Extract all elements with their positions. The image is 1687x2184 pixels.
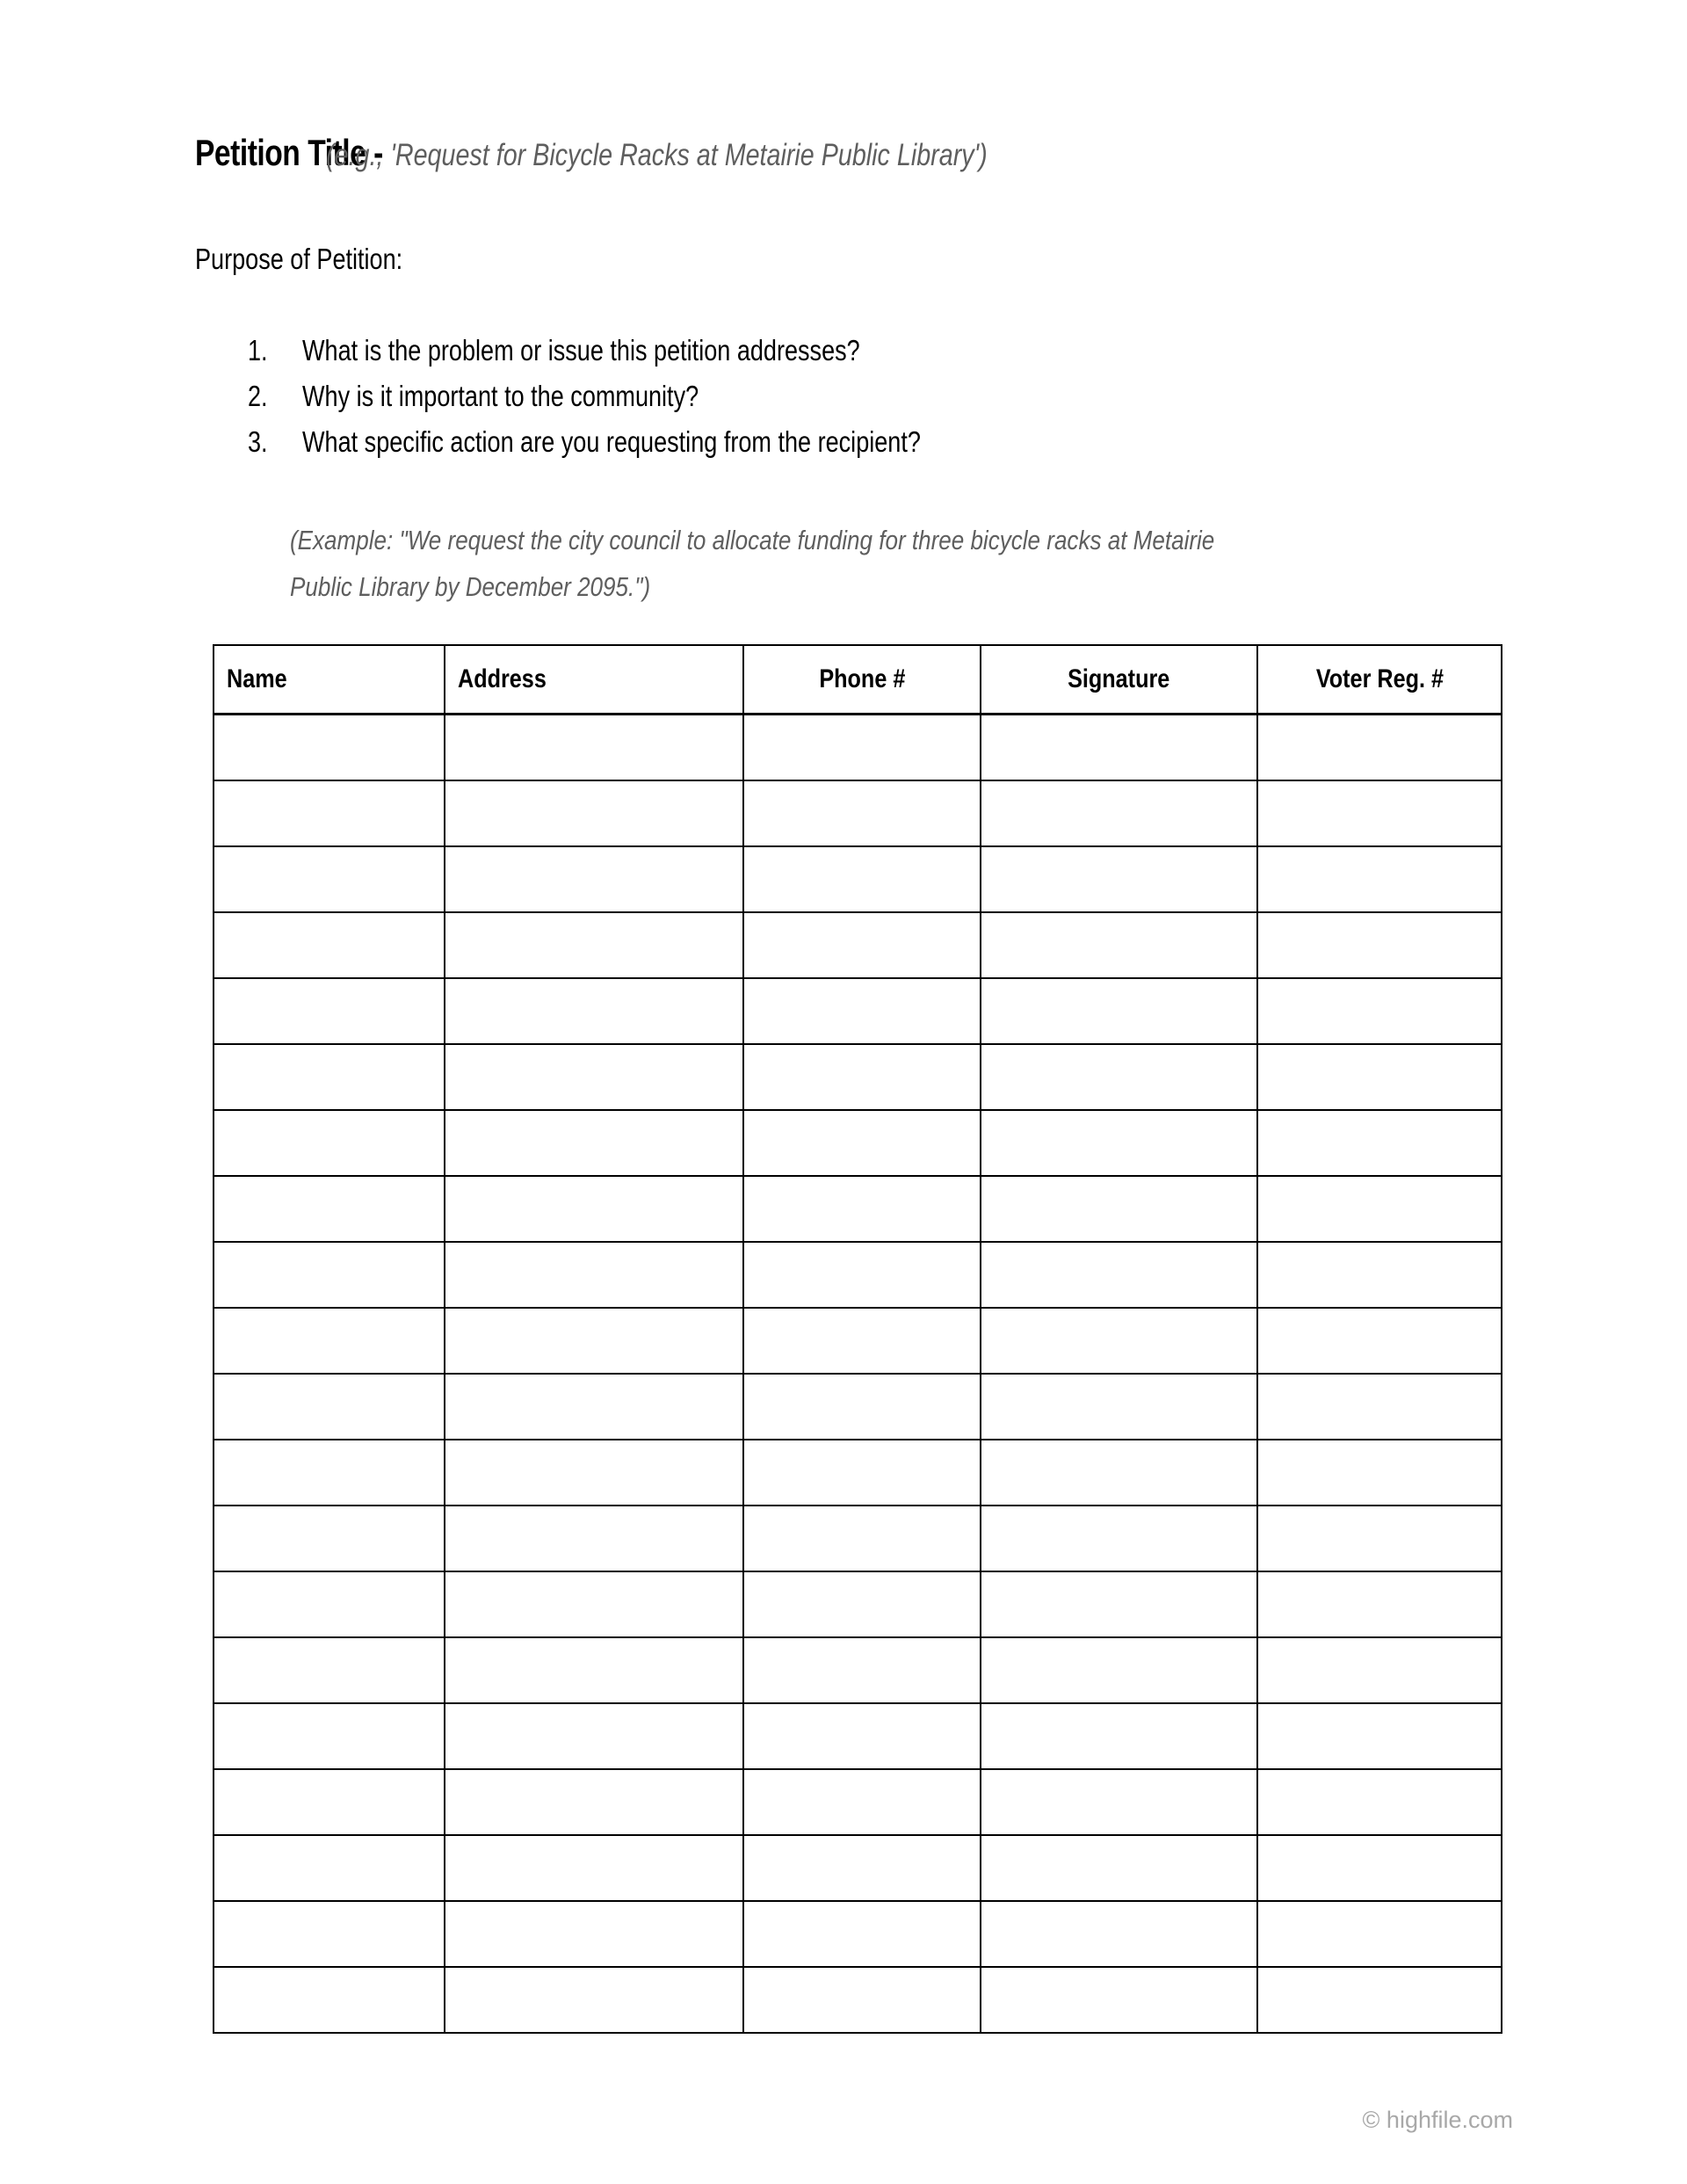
table-cell-voter-reg[interactable] <box>1257 1308 1502 1374</box>
table-cell-phone[interactable] <box>743 846 981 912</box>
table-cell-phone[interactable] <box>743 1242 981 1308</box>
table-cell-name[interactable] <box>214 780 445 846</box>
table-cell-phone[interactable] <box>743 1440 981 1506</box>
table-row <box>214 1835 1502 1901</box>
table-cell-name[interactable] <box>214 1176 445 1242</box>
column-header-signature: Signature <box>981 645 1257 715</box>
table-row <box>214 846 1502 912</box>
table-cell-voter-reg[interactable] <box>1257 1703 1502 1769</box>
table-cell-voter-reg[interactable] <box>1257 1440 1502 1506</box>
column-header-address: Address <box>445 645 743 715</box>
table-row <box>214 1571 1502 1637</box>
table-cell-signature[interactable] <box>981 1440 1257 1506</box>
table-cell-address[interactable] <box>445 1703 743 1769</box>
table-cell-phone[interactable] <box>743 1571 981 1637</box>
table-cell-name[interactable] <box>214 1703 445 1769</box>
table-cell-phone[interactable] <box>743 715 981 781</box>
table-cell-phone[interactable] <box>743 1374 981 1440</box>
table-cell-name[interactable] <box>214 1506 445 1571</box>
table-cell-address[interactable] <box>445 1506 743 1571</box>
table-cell-signature[interactable] <box>981 1835 1257 1901</box>
table-cell-address[interactable] <box>445 846 743 912</box>
table-cell-name[interactable] <box>214 978 445 1044</box>
table-header-row <box>214 645 1502 715</box>
table-cell-voter-reg[interactable] <box>1257 1176 1502 1242</box>
table-cell-phone[interactable] <box>743 1637 981 1703</box>
table-cell-signature[interactable] <box>981 1901 1257 1967</box>
table-cell-voter-reg[interactable] <box>1257 1769 1502 1835</box>
table-cell-signature[interactable] <box>981 1374 1257 1440</box>
column-header-name: Name <box>214 645 445 715</box>
table-row <box>214 1901 1502 1967</box>
column-header-voter-reg: Voter Reg. # <box>1257 645 1502 715</box>
table-cell-voter-reg[interactable] <box>1257 1637 1502 1703</box>
table-row <box>214 1769 1502 1835</box>
table-cell-voter-reg[interactable] <box>1257 780 1502 846</box>
table-cell-address[interactable] <box>445 1637 743 1703</box>
table-cell-address[interactable] <box>445 1374 743 1440</box>
table-cell-voter-reg[interactable] <box>1257 715 1502 781</box>
table-cell-phone[interactable] <box>743 1901 981 1967</box>
table-cell-voter-reg[interactable] <box>1257 1571 1502 1637</box>
table-row <box>214 1044 1502 1110</box>
table-cell-signature[interactable] <box>981 780 1257 846</box>
table-cell-name[interactable] <box>214 1967 445 2033</box>
table-cell-phone[interactable] <box>743 912 981 978</box>
table-cell-phone[interactable] <box>743 1703 981 1769</box>
table-cell-signature[interactable] <box>981 1110 1257 1176</box>
table-cell-voter-reg[interactable] <box>1257 1835 1502 1901</box>
list-item-label: Why is it important to the community? <box>302 380 699 412</box>
table-row <box>214 1637 1502 1703</box>
page-title <box>195 132 1513 174</box>
signature-table-header <box>214 645 1502 715</box>
table-row <box>214 1440 1502 1506</box>
table-cell-voter-reg[interactable] <box>1257 846 1502 912</box>
table-cell-signature[interactable] <box>981 1308 1257 1374</box>
table-cell-address[interactable] <box>445 1110 743 1176</box>
table-cell-signature[interactable] <box>981 1769 1257 1835</box>
list-item-marker: 2. <box>248 380 268 412</box>
table-cell-phone[interactable] <box>743 1176 981 1242</box>
list-item <box>248 425 1495 471</box>
table-row <box>214 912 1502 978</box>
table-cell-signature[interactable] <box>981 1637 1257 1703</box>
purpose-heading: Purpose of Petition: <box>195 243 403 275</box>
table-cell-voter-reg[interactable] <box>1257 978 1502 1044</box>
table-row <box>214 715 1502 781</box>
table-cell-signature[interactable] <box>981 846 1257 912</box>
table-cell-voter-reg[interactable] <box>1257 912 1502 978</box>
table-cell-name[interactable] <box>214 1637 445 1703</box>
table-row <box>214 1110 1502 1176</box>
table-cell-name[interactable] <box>214 715 445 781</box>
table-cell-address[interactable] <box>445 1242 743 1308</box>
list-item-marker: 1. <box>248 334 268 366</box>
table-row <box>214 1374 1502 1440</box>
table-cell-address[interactable] <box>445 1835 743 1901</box>
table-cell-name[interactable] <box>214 1308 445 1374</box>
table-cell-signature[interactable] <box>981 1571 1257 1637</box>
table-row <box>214 1308 1502 1374</box>
table-cell-signature[interactable] <box>981 912 1257 978</box>
example-note-line-1: (Example: "We request the city council to allocate funding for three bicycle racks at Metairie <box>290 525 1215 555</box>
table-row <box>214 1967 1502 2033</box>
table-cell-address[interactable] <box>445 1967 743 2033</box>
list-item-marker: 3. <box>248 425 268 458</box>
table-cell-voter-reg[interactable] <box>1257 1901 1502 1967</box>
table-cell-phone[interactable] <box>743 1110 981 1176</box>
table-cell-address[interactable] <box>445 1571 743 1637</box>
table-cell-address[interactable] <box>445 1308 743 1374</box>
table-cell-name[interactable] <box>214 1242 445 1308</box>
table-cell-name[interactable] <box>214 1901 445 1967</box>
table-cell-voter-reg[interactable] <box>1257 1044 1502 1110</box>
table-cell-address[interactable] <box>445 715 743 781</box>
signature-table <box>213 644 1502 2034</box>
table-cell-name[interactable] <box>214 1110 445 1176</box>
table-cell-address[interactable] <box>445 780 743 846</box>
example-note <box>290 517 1467 610</box>
table-cell-signature[interactable] <box>981 1176 1257 1242</box>
table-cell-voter-reg[interactable] <box>1257 1506 1502 1571</box>
table-cell-signature[interactable] <box>981 1703 1257 1769</box>
table-cell-address[interactable] <box>445 978 743 1044</box>
table-cell-address[interactable] <box>445 1176 743 1242</box>
table-cell-address[interactable] <box>445 912 743 978</box>
table-cell-address[interactable] <box>445 1440 743 1506</box>
table-cell-name[interactable] <box>214 1571 445 1637</box>
table-cell-name[interactable] <box>214 1835 445 1901</box>
list-item <box>248 380 1495 425</box>
signature-table-body <box>214 715 1502 2034</box>
table-cell-signature[interactable] <box>981 1967 1257 2033</box>
table-cell-voter-reg[interactable] <box>1257 1374 1502 1440</box>
list-item <box>248 334 1495 380</box>
table-cell-signature[interactable] <box>981 715 1257 781</box>
table-row <box>214 978 1502 1044</box>
table-cell-phone[interactable] <box>743 1044 981 1110</box>
table-row <box>214 780 1502 846</box>
table-cell-name[interactable] <box>214 1440 445 1506</box>
list-item-label: What is the problem or issue this petition addresses? <box>302 334 860 366</box>
table-cell-name[interactable] <box>214 846 445 912</box>
table-cell-phone[interactable] <box>743 780 981 846</box>
table-row <box>214 1242 1502 1308</box>
table-cell-name[interactable] <box>214 1044 445 1110</box>
table-cell-phone[interactable] <box>743 1967 981 2033</box>
column-header-phone: Phone # <box>743 645 981 715</box>
example-note-line-2: Public Library by December 2095.") <box>290 571 651 602</box>
table-cell-signature[interactable] <box>981 1506 1257 1571</box>
table-cell-phone[interactable] <box>743 1835 981 1901</box>
table-cell-name[interactable] <box>214 912 445 978</box>
table-row <box>214 1506 1502 1571</box>
table-cell-phone[interactable] <box>743 1308 981 1374</box>
table-cell-signature[interactable] <box>981 1242 1257 1308</box>
purpose-question-list <box>248 334 1495 471</box>
table-cell-address[interactable] <box>445 1901 743 1967</box>
table-cell-name[interactable] <box>214 1769 445 1835</box>
table-row <box>214 1703 1502 1769</box>
table-cell-voter-reg[interactable] <box>1257 1967 1502 2033</box>
table-cell-signature[interactable] <box>981 1044 1257 1110</box>
footer-watermark: © highfile.com <box>1362 2107 1513 2133</box>
page-title-label: Petition Title - <box>195 132 383 173</box>
table-cell-phone[interactable] <box>743 978 981 1044</box>
list-item-label: What specific action are you requesting from the recipient? <box>302 425 921 458</box>
table-cell-phone[interactable] <box>743 1506 981 1571</box>
table-cell-address[interactable] <box>445 1769 743 1835</box>
table-cell-voter-reg[interactable] <box>1257 1110 1502 1176</box>
table-cell-address[interactable] <box>445 1044 743 1110</box>
table-cell-voter-reg[interactable] <box>1257 1242 1502 1308</box>
page-title-example: (e.g., 'Request for Bicycle Racks at Metairie Public Library') <box>326 138 988 172</box>
table-cell-name[interactable] <box>214 1374 445 1440</box>
table-cell-phone[interactable] <box>743 1769 981 1835</box>
table-cell-signature[interactable] <box>981 978 1257 1044</box>
table-row <box>214 1176 1502 1242</box>
